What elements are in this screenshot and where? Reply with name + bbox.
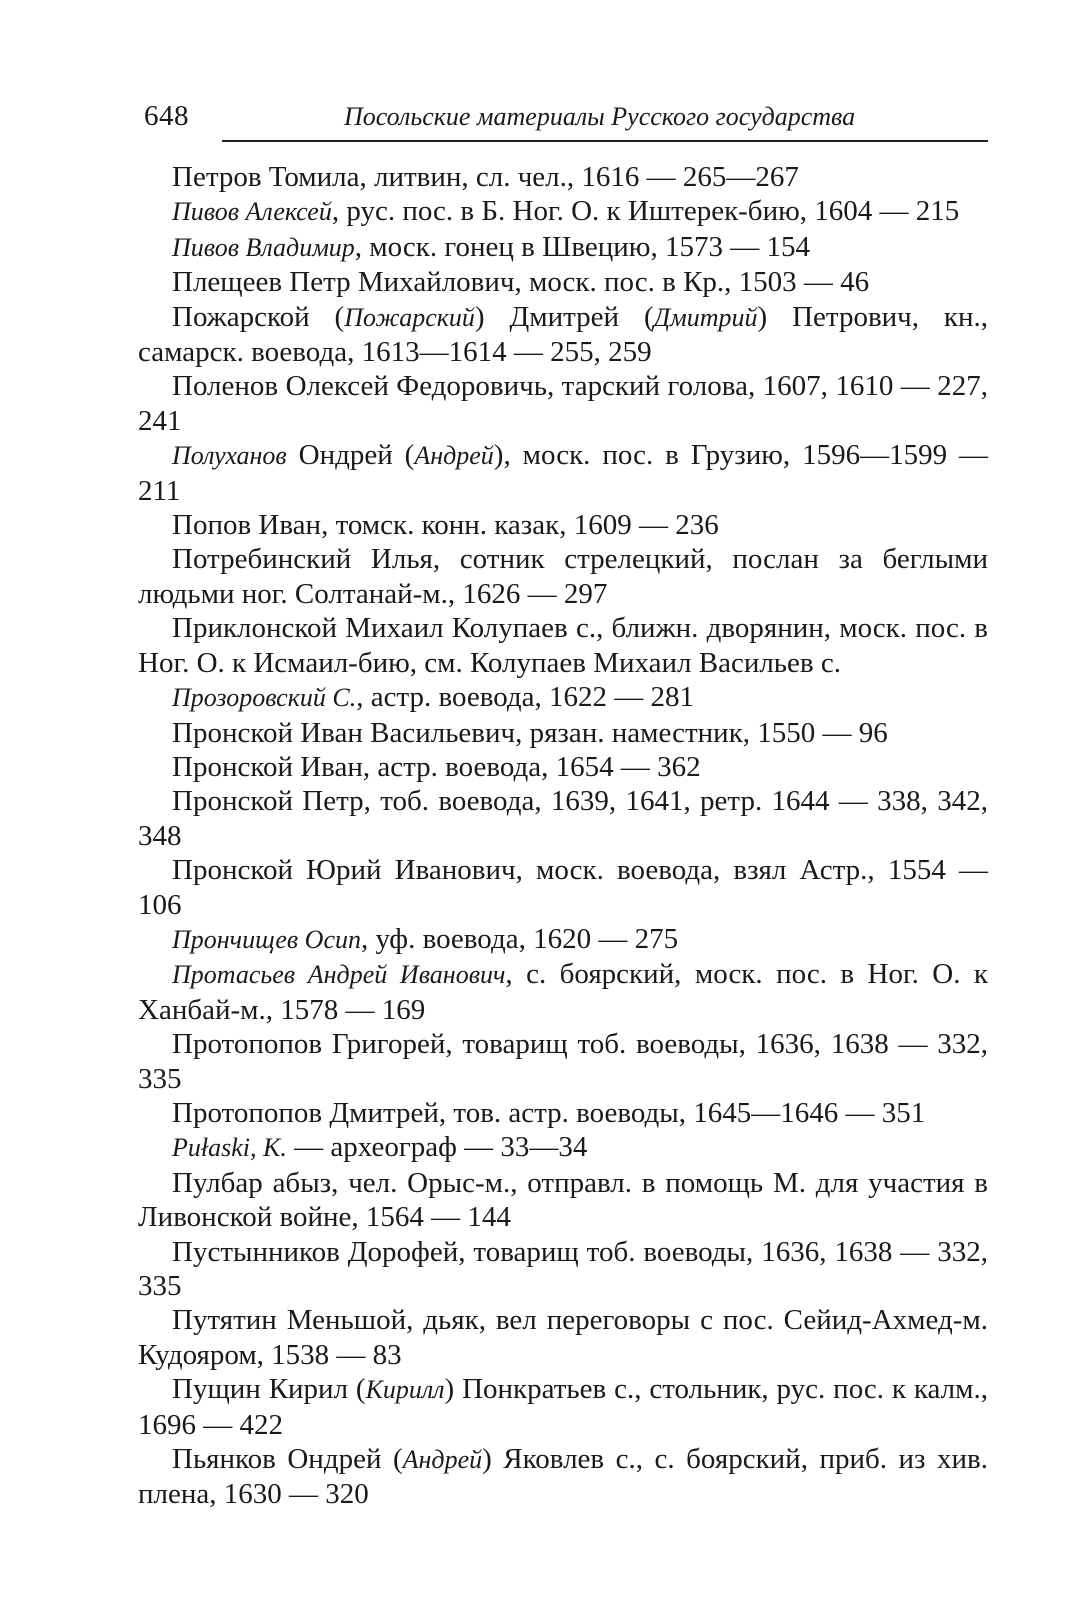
book-page [138,96,988,1512]
index-entry [138,265,988,299]
index-entry [138,853,988,922]
entry-text: , с. боярский, моск. пос. в Ног. О. к Ханбай-м., 1578 — 169 [138,958,988,1026]
index-entry [138,957,988,1027]
index-entry [138,300,988,370]
index-entry [138,542,988,611]
entry-text: , моск. пос. в Кр., 1503 — 46 [514,266,870,299]
entry-text: , тоб. воевода, 1639, 1641, ретр. 1644 — 338, 342, 348 [138,785,989,852]
index-entry [138,438,988,508]
entry-text: , тов. астр. воеводы, 1645—1646 — 351 [438,1096,926,1129]
entry-name: Пустынников Дорофей [172,1235,459,1268]
entry-name: Пожарской ( [172,300,345,333]
entry-text: ), моск. пос. в Грузию, 1596—1599 — 211 [138,439,988,507]
entry-text: , моск. воевода, взял Астр., 1554 — 106 [138,854,988,921]
index-entry [138,160,988,194]
index-entry [138,1027,988,1096]
entry-text: , тарский голова, 1607, 1610 — 227, 241 [138,370,988,437]
index-entries [138,160,988,1512]
entry-text: , дьяк, вел переговоры с пос. Сейид-Ахмед-м. Кудояром, 1538 — 83 [138,1304,989,1371]
index-entry [138,1166,988,1235]
entry-name: Протопопов Дмитрей [172,1096,439,1129]
entry-name: Протопопов Григорей [172,1028,446,1061]
entry-name: Петров Томила [172,161,360,193]
index-entry [138,230,988,265]
entry-text: , рязан. наместник, 1550 — 96 [515,716,888,749]
entry-variant-name: Кирилл [365,1375,445,1405]
index-entry [138,1303,988,1372]
entry-name: Протасьев Андрей Иванович [172,960,506,990]
index-entry [138,369,988,438]
entry-text: , рус. пос. в Б. Ног. О. к Иштерек-бию, 1604 — 215 [331,195,960,228]
entry-name: Пронской Иван [172,750,363,783]
entry-name: Пивов Алексей [172,197,332,227]
index-entry [138,750,988,784]
entry-name: Полуханов [172,441,287,471]
entry-text: , сотник стрелецкий, послан за беглыми людьми ног. Солтанай-м., 1626 — 297 [138,543,988,610]
entry-text: Ондрей ( [286,439,415,472]
entry-name: Пронской Петр [172,785,364,818]
page-number: 648 [144,100,189,132]
entry-text: ) Петрович, кн., самарск. воевода, 1613—1614 — 255, 259 [138,300,989,369]
page-number-rule [138,140,222,142]
entry-name: Пивов Владимир [172,232,355,262]
entry-name: Пронской Иван Васильевич [172,716,516,749]
index-entry [138,1096,988,1130]
entry-text: , уф. воевода, 1620 — 275 [361,922,679,955]
entry-text: , товарищ тоб. воеводы, 1636, 1638 — 332, 335 [138,1028,988,1095]
entry-name: Поленов Олексей Федоровичь [172,370,547,403]
running-head-title: Посольские материалы Русского государства [344,102,856,131]
entry-name: Прончищев Осип [172,924,361,954]
entry-text: , товарищ тоб. воеводы, 1636, 1638 — 332, 335 [138,1235,988,1302]
running-head [138,96,988,142]
index-entry [138,680,988,715]
entry-variant-name: Андрей [402,1445,483,1475]
index-entry [138,194,988,229]
index-entry [138,508,988,542]
entry-name: Пьянков Ондрей ( [172,1443,403,1476]
entry-name: Пущин Кирил ( [172,1373,366,1406]
index-entry [138,1130,988,1165]
index-entry [138,1372,988,1442]
entry-text: ) Дмитрей ( [474,300,654,333]
entry-name: Прозоровский С. [172,683,357,713]
index-entry [138,1442,988,1512]
entry-text: — археограф — 33—34 [286,1131,588,1164]
entry-name: Попов Иван [172,509,322,542]
entry-name: Путятин Меньшой [172,1304,407,1337]
entry-variant-name: Андрей [414,441,494,471]
entry-text: , ближн. дворянин, моск. пос. в Ног. О. к Исмаил-бию, см. Колупаев Михаил Васильев с. [138,612,988,679]
entry-name: Плещеев Петр Михайлович [172,266,515,299]
entry-text: , астр. воевода, 1622 — 281 [356,681,695,714]
entry-variant-name: Дмитрий [653,302,758,332]
entry-text: , чел. Орыс-м., отправл. в помощь М. для участия в Ливонской войне, 1564 — 144 [138,1166,988,1234]
entry-name: Пронской Юрий Иванович [172,854,516,887]
entry-name: Потребинский Илья [172,543,433,576]
entry-text: ) Яковлев с., с. боярский, приб. из хив. плена, 1630 — 320 [138,1443,988,1511]
entry-text: , литвин, сл. чел., 1616 — 265—267 [359,161,799,193]
index-entry [138,784,988,853]
index-entry [138,716,988,750]
index-entry [138,922,988,957]
entry-name: Pułaski, K. [172,1133,287,1163]
index-entry [138,611,988,680]
entry-text: , астр. воевода, 1654 — 362 [362,750,701,783]
index-entry [138,1235,988,1304]
entry-text: ) Понкратьев с., стольник, рус. пос. к калм., 1696 — 422 [138,1373,988,1441]
entry-name: Пулбар абыз [172,1166,332,1199]
entry-text: , томск. конн. казак, 1609 — 236 [321,509,719,542]
entry-name: Приклонской Михаил Колупаев с. [172,612,597,645]
entry-text: , моск. гонец в Швецию, 1573 — 154 [354,230,810,263]
entry-variant-name: Пожарский [344,302,475,332]
